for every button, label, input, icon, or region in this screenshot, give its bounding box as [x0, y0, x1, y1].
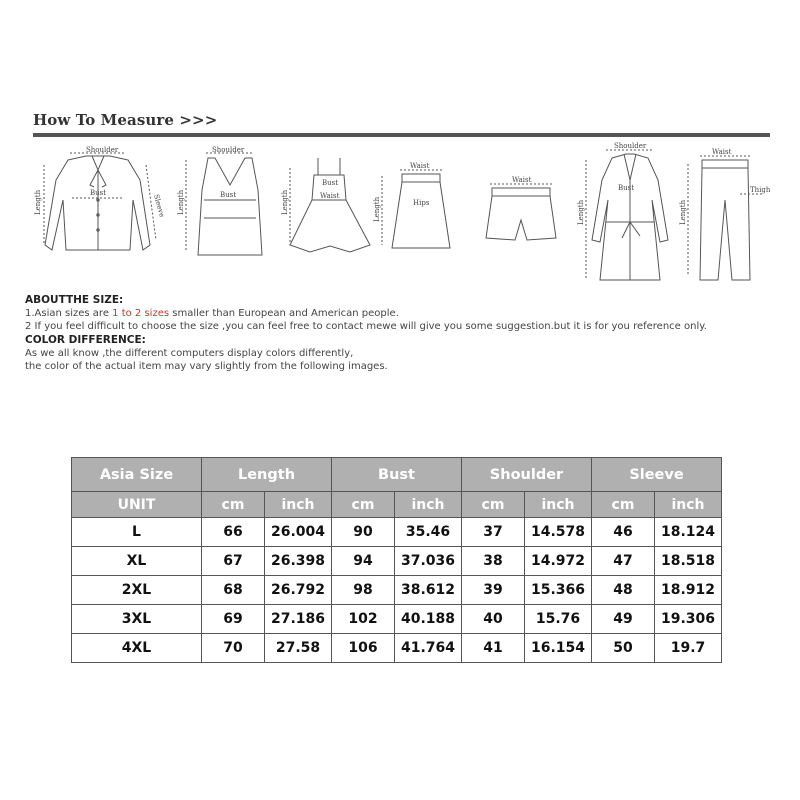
table-header-row: [72, 458, 722, 492]
table-cell: XL: [72, 547, 202, 576]
table-cell: 47: [592, 547, 655, 576]
table-cell: 14.578: [525, 518, 592, 547]
pants-waist-label: Waist: [712, 148, 732, 156]
note-line-1: 1.Asian sizes are 1 to 2 sizes smaller than European and American people.: [25, 308, 399, 320]
table-cell: 26.398: [265, 547, 332, 576]
blouse-length-label: Length: [34, 189, 42, 215]
coat-bust-label: Bust: [618, 184, 635, 192]
skirt-hips-label: Hips: [413, 199, 430, 207]
table-cell: 67: [202, 547, 265, 576]
coat-shoulder-label: Shoulder: [614, 142, 647, 150]
coat-illustration: [586, 150, 668, 280]
table-cell: 102: [332, 605, 395, 634]
blouse-bust-label: Bust: [90, 189, 107, 197]
size-chart-table: [71, 457, 722, 663]
table-unit-row: [72, 492, 722, 518]
table-cell: 40.188: [395, 605, 462, 634]
note-line-4: the color of the actual item may vary slightly from the following images.: [25, 361, 388, 373]
table-cell: 94: [332, 547, 395, 576]
unit-cell: inch: [655, 492, 722, 518]
header-length: Length: [202, 458, 332, 492]
dress-waist-label: Waist: [320, 192, 340, 200]
table-cell: L: [72, 518, 202, 547]
table-cell: 27.58: [265, 634, 332, 663]
table-row: [72, 634, 722, 663]
table-cell: 18.518: [655, 547, 722, 576]
skirt-illustration: [382, 170, 450, 248]
table-cell: 37.036: [395, 547, 462, 576]
header-asia-size: Asia Size: [72, 458, 202, 492]
tank-top-illustration: [186, 153, 262, 255]
unit-cell: cm: [462, 492, 525, 518]
skirt-waist-label: Waist: [410, 162, 430, 170]
tank-shoulder-label: Shoulder: [212, 146, 245, 154]
table-cell: 14.972: [525, 547, 592, 576]
table-cell: 49: [592, 605, 655, 634]
dress-length-label: Length: [281, 189, 289, 215]
unit-cell: inch: [525, 492, 592, 518]
pants-thigh-label: Thigh: [750, 186, 771, 194]
table-cell: 48: [592, 576, 655, 605]
coat-length-label: Length: [577, 199, 585, 225]
table-cell: 19.7: [655, 634, 722, 663]
note-line-2: 2 If you feel difficult to choose the size ,you can feel free to contact mewe will give you some suggestion.but it is for you reference only.: [25, 321, 707, 333]
shorts-waist-label: Waist: [512, 176, 532, 184]
measurement-illustrations: [0, 140, 800, 290]
table-row: [72, 576, 722, 605]
table-cell: 16.154: [525, 634, 592, 663]
unit-cell: cm: [202, 492, 265, 518]
table-cell: 50: [592, 634, 655, 663]
dress-illustration: [290, 158, 370, 252]
table-cell: 41: [462, 634, 525, 663]
table-cell: 26.792: [265, 576, 332, 605]
dress-bust-label: Bust: [322, 179, 339, 187]
table-cell: 39: [462, 576, 525, 605]
table-cell: 46: [592, 518, 655, 547]
title-divider: [33, 133, 770, 137]
table-cell: 69: [202, 605, 265, 634]
table-cell: 26.004: [265, 518, 332, 547]
table-cell: 15.76: [525, 605, 592, 634]
tank-bust-label: Bust: [220, 191, 237, 199]
header-bust: Bust: [332, 458, 462, 492]
blouse-sleeve-label: Sleeve: [152, 193, 166, 219]
unit-cell: inch: [265, 492, 332, 518]
unit-cell: cm: [592, 492, 655, 518]
pants-illustration: [688, 156, 762, 280]
table-cell: 4XL: [72, 634, 202, 663]
highlight-text: 1 to 2 sizes: [112, 308, 170, 320]
header-sleeve: Sleeve: [592, 458, 722, 492]
size-notes: [25, 294, 785, 373]
table-row: [72, 518, 722, 547]
unit-cell: UNIT: [72, 492, 202, 518]
about-size-heading: ABOUTTHE SIZE:: [25, 294, 124, 306]
header-shoulder: Shoulder: [462, 458, 592, 492]
table-cell: 3XL: [72, 605, 202, 634]
table-cell: 37: [462, 518, 525, 547]
unit-cell: cm: [332, 492, 395, 518]
shorts-illustration: [486, 184, 556, 240]
table-cell: 19.306: [655, 605, 722, 634]
unit-cell: inch: [395, 492, 462, 518]
table-cell: 27.186: [265, 605, 332, 634]
tank-length-label: Length: [177, 189, 185, 215]
table-cell: 68: [202, 576, 265, 605]
table-cell: 38: [462, 547, 525, 576]
table-row: [72, 547, 722, 576]
table-cell: 66: [202, 518, 265, 547]
table-cell: 98: [332, 576, 395, 605]
table-cell: 2XL: [72, 576, 202, 605]
table-cell: 18.912: [655, 576, 722, 605]
note-line-3: As we all know ,the different computers display colors differently,: [25, 347, 354, 359]
table-cell: 106: [332, 634, 395, 663]
table-cell: 90: [332, 518, 395, 547]
blouse-shoulder-label: Shoulder: [86, 146, 119, 154]
table-cell: 15.366: [525, 576, 592, 605]
skirt-length-label: Length: [373, 196, 381, 222]
table-cell: 35.46: [395, 518, 462, 547]
blouse-illustration: [44, 153, 156, 250]
table-cell: 18.124: [655, 518, 722, 547]
color-difference-heading: COLOR DIFFERENCE:: [25, 333, 146, 346]
page-title: How To Measure >>>: [33, 111, 218, 129]
table-cell: 40: [462, 605, 525, 634]
table-cell: 38.612: [395, 576, 462, 605]
table-row: [72, 605, 722, 634]
table-cell: 70: [202, 634, 265, 663]
table-cell: 41.764: [395, 634, 462, 663]
pants-length-label: Length: [679, 199, 687, 225]
